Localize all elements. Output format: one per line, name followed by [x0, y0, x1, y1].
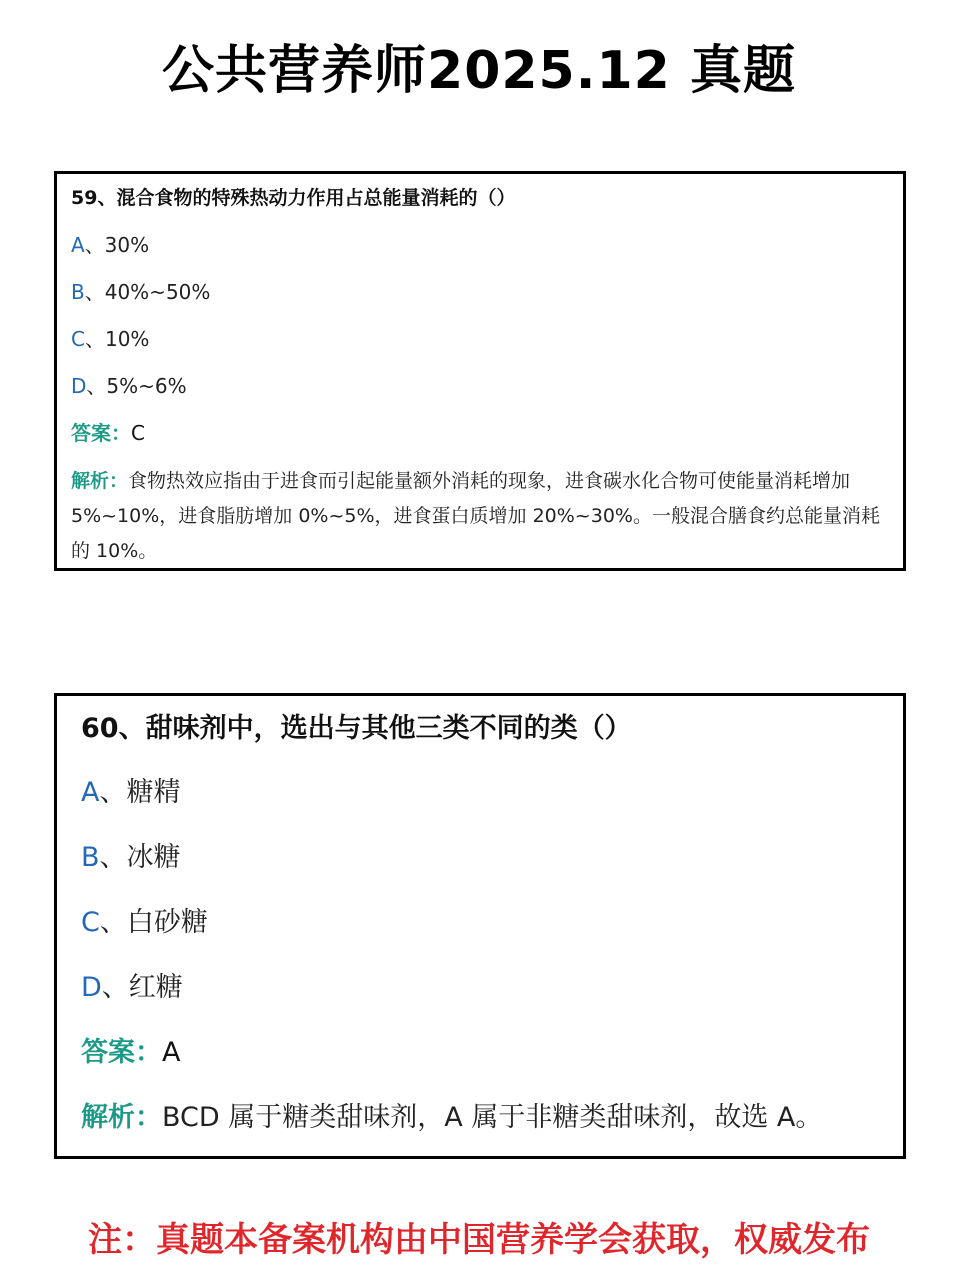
- explanation-text: BCD 属于糖类甜味剂，A 属于非糖类甜味剂，故选 A。: [162, 1102, 823, 1133]
- explanation-label: 解析：: [81, 1102, 162, 1133]
- option-text: 、糖精: [99, 777, 181, 808]
- answer-line: [71, 419, 889, 447]
- answer-value: A: [162, 1037, 181, 1068]
- option-b: [81, 839, 879, 877]
- option-letter: C: [71, 327, 85, 351]
- question-text: 59、混合食物的特殊热动力作用占总能量消耗的（）: [71, 187, 516, 209]
- page-title: 公共营养师2025.12 真题: [162, 41, 796, 101]
- source-note: 注：真题本备案机构由中国营养学会获取，权威发布: [88, 1220, 870, 1260]
- option-letter: B: [71, 280, 85, 304]
- option-letter: C: [81, 907, 100, 938]
- option-letter: D: [81, 972, 102, 1003]
- option-letter: D: [71, 374, 87, 398]
- option-text: 、红糖: [101, 972, 183, 1003]
- question-text: 60、甜味剂中，选出与其他三类不同的类（）: [81, 713, 632, 744]
- question-card-59: [54, 171, 906, 571]
- explanation-text: 食物热效应指由于进食而引起能量额外消耗的现象，进食碳水化合物可使能量消耗增加 5%~10%，进食脂肪增加 0%~5%，进食蛋白质增加 20%~30%。一般混合膳食约总能量消耗的 10%。: [71, 470, 880, 562]
- answer-label: 答案：: [71, 421, 131, 445]
- explanation: [81, 1099, 879, 1137]
- explanation: [71, 464, 889, 569]
- option-letter: B: [81, 842, 100, 873]
- option-d: [71, 372, 889, 400]
- answer-label: 答案：: [81, 1037, 162, 1068]
- option-a: [81, 774, 879, 812]
- option-text: 、白砂糖: [99, 907, 208, 938]
- answer-value: C: [131, 421, 145, 445]
- answer-line: [81, 1034, 879, 1072]
- option-a: [71, 231, 889, 259]
- option-letter: A: [71, 233, 85, 257]
- explanation-label: 解析：: [71, 470, 129, 492]
- option-c: [71, 325, 889, 353]
- question-card-60: [54, 693, 906, 1159]
- option-text: 、冰糖: [99, 842, 181, 873]
- option-b: [71, 278, 889, 306]
- option-d: [81, 969, 879, 1007]
- option-text: 、40%~50%: [84, 280, 211, 304]
- option-text: 、5%~6%: [86, 374, 187, 398]
- option-text: 、10%: [84, 327, 150, 351]
- option-c: [81, 904, 879, 942]
- option-letter: A: [81, 777, 100, 808]
- option-text: 、30%: [84, 233, 150, 257]
